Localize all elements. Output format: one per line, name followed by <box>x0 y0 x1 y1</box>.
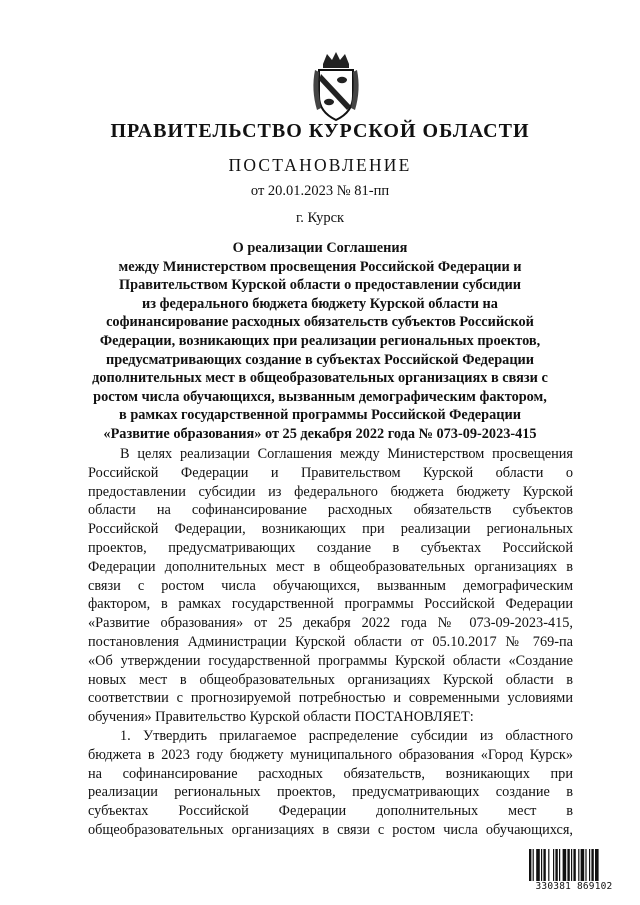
title-line: «Развитие образования» от 25 декабря 2022 года № 073-09-2023-415 <box>103 425 537 442</box>
document-title <box>80 239 560 444</box>
body-line: «Развитие образования» от 25 декабря 2022 года № 073-09-2023-415, <box>88 615 573 632</box>
body-line: предоставлении субсидии из федерального бюджета бюджету Курской <box>88 483 573 500</box>
body-line: субъектах Российской Федерации дополнительных мест в <box>88 803 573 820</box>
title-line: ростом числа обучающихся, вызванным демографическим фактором, <box>93 388 547 405</box>
body-line: бюджета в 2023 году бюджету муниципального образования «Город Курск» <box>88 746 573 763</box>
body-line: области на софинансирование расходных обязательств субъектов <box>88 502 573 519</box>
body-line: В целях реализации Соглашения между Министерством просвещения <box>120 446 573 462</box>
title-line: О реализации Соглашения <box>232 240 408 256</box>
government-heading: ПРАВИТЕЛЬСТВО КУРСКОЙ ОБЛАСТИ <box>110 120 530 142</box>
body-line: фактором, в рамках государственной программы Российской Федерации <box>88 596 573 613</box>
body-line: реализации региональных проектов, предусматривающих создание в <box>88 784 573 801</box>
body-line: общеобразовательных организациях в связи с ростом числа обучающихся, <box>88 821 573 838</box>
body-line: связи с ростом числа обучающихся, вызванным демографическим <box>88 577 573 594</box>
body-line: новых мест в общеобразовательных организациях Курской области в <box>88 671 573 688</box>
body-line: соответствии с прогнозируемой потребностью и современными условиями <box>88 690 573 707</box>
document-city: г. Курск <box>295 210 345 226</box>
body-line: Российской Федерации, возникающих при реализации региональных <box>88 521 573 538</box>
body-line: Федерации дополнительных мест в общеобразовательных организациях в <box>88 558 573 575</box>
document-date-number: от 20.01.2023 № 81-пп <box>250 183 390 199</box>
barcode-icon <box>528 849 620 881</box>
barcode-number: 330381 869102 <box>535 881 613 892</box>
title-line: между Министерством просвещения Российской Федерации и <box>118 258 522 275</box>
body-line: «Об утверждении государственной программы Курской области «Создание <box>88 652 573 669</box>
title-line: Федерации, возникающих при реализации региональных проектов, <box>99 332 541 349</box>
title-line: предусматривающих создание в субъектах Российской Федерации <box>105 351 535 368</box>
kursk-coat-of-arms-icon <box>309 50 363 122</box>
body-line: обучения» Правительство Курской области ПОСТАНОВЛЯЕТ: <box>88 709 474 726</box>
document-type: ПОСТАНОВЛЕНИЕ <box>228 155 412 175</box>
title-line: Правительством Курской области о предоставлении субсидии <box>119 277 521 294</box>
title-line: софинансирование расходных обязательств субъектов Российской <box>106 314 534 331</box>
body-line: на софинансирование расходных обязательств, возникающих при <box>88 765 573 782</box>
title-line: в рамках государственной программы Российской Федерации <box>119 407 521 424</box>
title-line: дополнительных мест в общеобразовательных организациях в связи с <box>92 370 548 387</box>
body-line: Российской Федерации и Правительством Курской области о <box>88 464 573 481</box>
barcode <box>528 849 620 893</box>
body-line: постановления Администрации Курской области от 05.10.2017 № 769-па <box>88 633 573 650</box>
title-line: из федерального бюджета бюджету Курской области на <box>142 295 498 312</box>
body-line: 1. Утвердить прилагаемое распределение субсидии из областного <box>120 727 573 744</box>
body-line: проектов, предусматривающих создание в субъектах Российской <box>88 539 573 556</box>
document-body <box>88 445 573 840</box>
